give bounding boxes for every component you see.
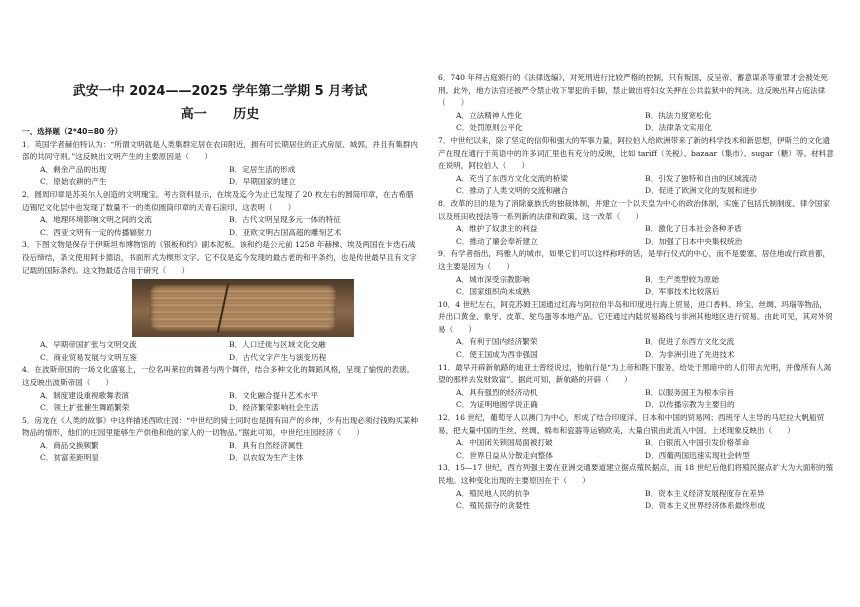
option-d[interactable]: D．西葡两国迅速实现社会转型 (645, 450, 750, 460)
question-item (438, 412, 834, 462)
question-stem: 9．有学者指出，玛雅人的城市，如果它们可以这样称呼的话，是举行仪式的中心，而不是要塞、居住地或行政首都，这主要是因为（ ） (438, 249, 831, 271)
option-a[interactable]: A．殖民地人民的抗争 (456, 488, 530, 498)
left-column (22, 126, 418, 465)
option-b[interactable]: B．执法力度宽松化 (645, 110, 712, 120)
question-stem: 11．最早开辟新航路的迪亚士曾经说过，他航行是“为上帝和陛下服务，给处于黑暗中的人们带去光明，并像所有人渴望的那样去发财致富”。据此可知，新航路的开辟（ ） (438, 362, 832, 385)
question-item (438, 248, 834, 298)
option-b[interactable]: B．人口迁徙与区域文化交融 (229, 340, 326, 350)
option-a[interactable]: A．城市深受宗教影响 (456, 274, 530, 284)
question-item (22, 139, 418, 189)
option-c[interactable]: C．推动了廉会奉祈建立 (456, 236, 538, 246)
question-item (438, 299, 834, 362)
option-d[interactable]: D．亚欧文明古国高超的雕刻艺术 (229, 227, 342, 237)
option-b[interactable]: B．引发了独特和自由的区域流动 (645, 173, 757, 183)
option-b[interactable]: B．以服务国王为根本宗旨 (645, 387, 735, 397)
question-stem: 2．圆周印章是苏美尔人创造的文明瑰宝。考古资料显示，在埃及迄今为止已发现了 20 枚左右的圆筒印章，在古希腊迈锡尼文化层中也发现了数量不一的类似圆筒印章的天青石滚印。这表明（ ） (22, 189, 414, 212)
exam-subtitle (22, 103, 418, 122)
question-stem: 4．在波斯帝国的一场文化盛宴上，一位名叫莱拉的舞者与两个舞伴，结合多种文化的舞蹈风格，呈现了愉悦的表演。这反映出波斯帝国（ ） (22, 365, 415, 387)
option-d[interactable]: D．古代文字产生与演变历程 (229, 352, 327, 362)
option-c[interactable]: C．商业贸易发展与文明互鉴 (40, 352, 137, 362)
option-a[interactable]: A．商品交换频繁 (40, 440, 99, 450)
question-stem: 5．房龙在《人类的故事》中这样描述西欧庄园：“中世纪的骑士同时也是拥有田产的乡绅，少有出现必须付钱购买某种物品的情形，他们的庄园里能够生产供他和他的家人的一切物品。”据此可知，中世纪庄园经济（ ） (22, 415, 418, 438)
option-b[interactable]: B．文化融合提升艺术水平 (229, 390, 319, 400)
option-d[interactable]: D．为非洲引进了先进技术 (645, 350, 735, 360)
option-c[interactable]: C．原始农耕的产生 (40, 177, 107, 187)
option-a[interactable]: A．具有强烈的经济动机 (456, 387, 538, 397)
option-d[interactable]: D．军事技术比较落后 (645, 287, 720, 297)
question-stem: 1．英国学者赫伯特认为：“所谓文明就是人类集群定居在农田附近，拥有可长期居住的正式房屋、城郭，并且有集群内部的共同守则。”这反映出文明产生的主要原因是（ ） (22, 139, 418, 162)
option-d[interactable]: D．以传播宗教为主要目的 (645, 400, 735, 410)
question-stem: 3．下图文物是保存于伊斯坦布博物馆的《银板和约》副本泥板。该和约是公元前 1258 年赫梯、埃及两国在卡迭石战役后缔结，条文使用阿卡德语，书面形式为楔形文字。它不仅是迄今发现的最古老的和平条约，也是传世最早且有文字记载的国际条约。这文物最适合用于研究（ ） (22, 240, 417, 275)
option-d[interactable]: D．法律条文实用化 (645, 123, 712, 133)
option-a[interactable]: A．制度建设重视歌舞表演 (40, 390, 130, 400)
option-c[interactable]: C．贫富差距明显 (40, 453, 99, 463)
option-c[interactable]: C．世界日益从分散走向整体 (456, 450, 553, 460)
option-b[interactable]: B．古代文明呈现多元一体的特征 (229, 215, 341, 225)
question-stem: 13．15—17 世纪，西方列强主要在亚洲交通要道建立据点殖民据点，而 18 世纪后他们将殖民据点扩大为大面积的殖民地。这种变化出现的主要原因在于（ ） (438, 463, 834, 485)
option-list (22, 164, 418, 189)
option-d[interactable]: D．资本主义世界经济体系最终形成 (645, 501, 765, 511)
option-a[interactable]: A．地理环境影响文明之间的交流 (40, 215, 152, 225)
question-stem: 6．740 年拜占庭颁行的《法律选编》，对死刑进行比较严格的控制，只有叛国、反呈帝、蓄意谋杀等重罪才会被处死刑。此外，地方法官还被严令禁止收下罪犯的手脚，禁止做出将妇女关押在公共监狱中的判决。这反映出拜占庭法律（ ） (438, 73, 829, 108)
option-b[interactable]: B．定居生活的形成 (229, 164, 296, 174)
option-a[interactable]: A．立法精神人性化 (456, 110, 523, 120)
question-item (438, 362, 834, 412)
option-b[interactable]: B．生产类型较为原始 (645, 274, 719, 284)
option-d[interactable]: D．经济繁荣影响社会生活 (229, 403, 319, 413)
option-list (22, 339, 418, 364)
option-list (438, 274, 834, 299)
right-column (438, 72, 834, 513)
question-stem: 12．16 世纪，葡萄牙人以澳门为中心，形成了结合印度洋、日本和中国的贸易网；西班牙人主导的马尼拉大帆船贸易，把大量中国的生丝、丝绸、棉布和瓷器等运销欧美，大量白银由此流入中国。上述现象反映出（ ） (438, 413, 825, 435)
option-a[interactable]: A．中国闭关锁国局面被打破 (456, 438, 553, 448)
option-b[interactable]: B．具有自然经济属性 (229, 440, 303, 450)
option-a[interactable]: A．剩余产品的出现 (40, 164, 107, 174)
section-heading: 一、选择题（2*40=80 分） (22, 127, 123, 136)
question-item (438, 72, 834, 135)
option-list (438, 387, 834, 412)
option-list (438, 110, 834, 135)
option-list (438, 437, 834, 462)
option-b[interactable]: B．资本主义经济发展程度存在差异 (645, 488, 765, 498)
option-d[interactable]: D．早期国家的建立 (229, 177, 296, 187)
option-a[interactable]: A．早期帝国扩张与文明交流 (40, 340, 137, 350)
option-list (22, 440, 418, 465)
question-item (22, 415, 418, 465)
option-a[interactable]: A．有利于国内经济繁荣 (456, 337, 538, 347)
question-stem: 8．改革的目的是为了消除豪族氏的独裁体制，并建立一个以天皇为中心的政治体制，实施了包括氏制制度、律令国家以及班田收授法等一系列新的法律和政策。这一改革（ ） (438, 198, 831, 221)
exam-title: 武安一中 2024——2025 学年第二学期 5 月考试 (72, 84, 368, 99)
option-a[interactable]: A．充当了东西方文化交流的桥梁 (456, 173, 568, 183)
question-item (22, 189, 418, 239)
option-c[interactable]: C．国家组织尚未成熟 (456, 287, 531, 297)
option-c[interactable]: C．推动了人类文明的交流和融合 (456, 186, 569, 196)
option-c[interactable]: C．西亚文明有一定的传播辐射力 (40, 227, 153, 237)
question-item (22, 364, 418, 414)
option-b[interactable]: B．促进了东西方文化交流 (645, 337, 735, 347)
question-stem: 7．中世纪以来，除了坚定的信仰和强大的军事力量，阿拉伯人给欧洲带来了新的科学技术和新思想，伊斯兰的文化遗产在现在通行于英语中的许多词汇里也有充分的反映，比如 tariff（关税）、bazaar（集市）、sugar（糖）等。材料意在说明，阿拉伯人（ ） (438, 135, 834, 171)
option-list (22, 214, 418, 239)
clay-tablet-image (132, 279, 354, 337)
question-item (438, 135, 834, 198)
option-c[interactable]: C．使王国成为西非强国 (456, 350, 538, 360)
option-a[interactable]: A．维护了奴隶主的利益 (456, 224, 538, 234)
option-d[interactable]: D．促进了欧洲文化的发展和进步 (645, 186, 758, 196)
option-d[interactable]: D．加强了日本中央集权统治 (645, 236, 743, 246)
option-list (438, 336, 834, 361)
option-list (438, 488, 834, 513)
option-c[interactable]: C．领土扩张催生舞蹈繁荣 (40, 403, 130, 413)
option-c[interactable]: C．为证明地圆学说正确 (456, 400, 538, 410)
question-stem: 10．4 世纪左右，阿克苏姆王国通过红海与阿拉伯半岛和印度进行海上贸易，进口香料、珍宝、丝绸、玛瑙等物品，并出口黄金、象牙、皮革、鸵鸟蛋等本地产品。它还通过内陆贸易路线与非洲其他地区进行贸易。由此可见，其对外贸易（ ） (438, 299, 833, 334)
option-list (438, 223, 834, 248)
option-d[interactable]: D．以农奴为生产主体 (229, 453, 304, 463)
question-item (438, 462, 834, 512)
option-b[interactable]: B．激化了日本社会各种矛盾 (645, 224, 742, 234)
question-item (438, 198, 834, 248)
option-b[interactable]: B．白银流入中国引发价格革命 (645, 438, 750, 448)
option-c[interactable]: C．处罚原则公平化 (456, 123, 523, 133)
question-item (22, 239, 418, 364)
grade-label: 高一 (180, 107, 207, 122)
option-list (22, 390, 418, 415)
subject-label: 历史 (233, 107, 260, 122)
tablet-shape (150, 285, 336, 331)
option-c[interactable]: C．殖民掠夺的贪婪性 (456, 501, 531, 511)
option-list (438, 173, 834, 198)
